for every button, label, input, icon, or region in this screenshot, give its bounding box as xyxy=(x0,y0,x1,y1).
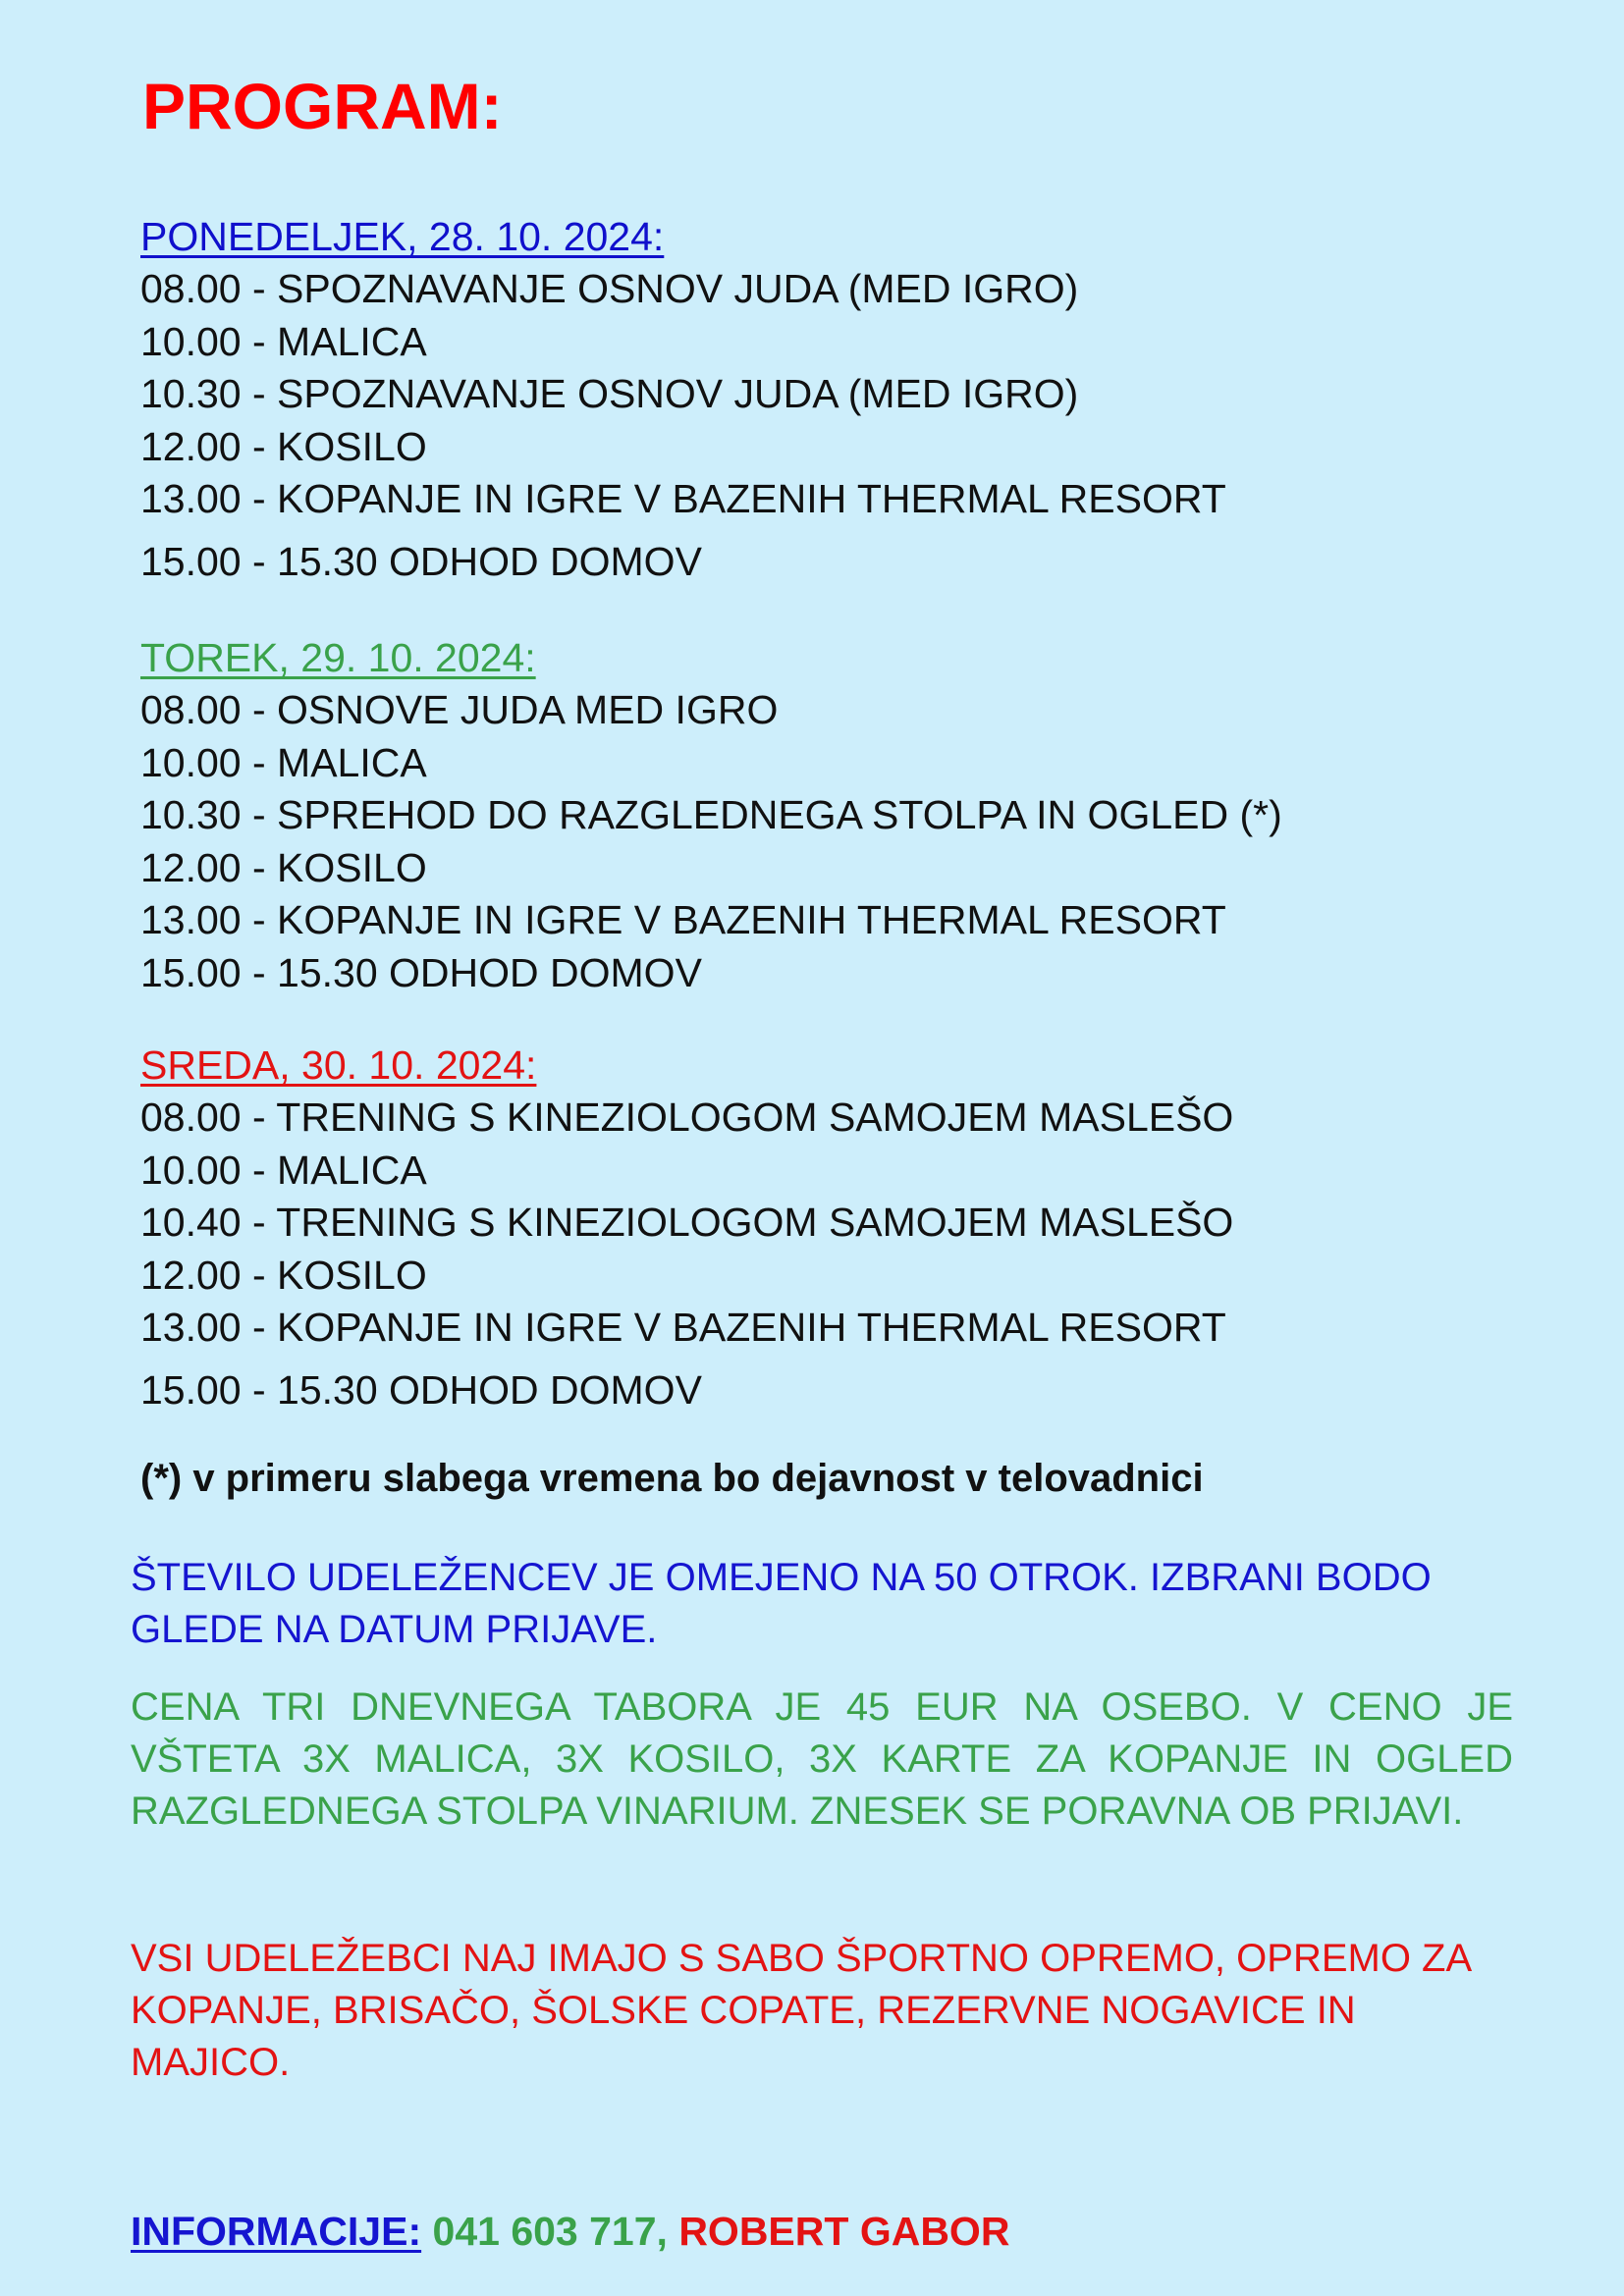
schedule-entry: 15.00 - 15.30 ODHOD DOMOV xyxy=(140,949,702,995)
schedule-entry: 13.00 - KOPANJE IN IGRE V BAZENIH THERMAL RESORT xyxy=(140,476,1226,521)
contact-name: ROBERT GABOR xyxy=(678,2209,1010,2254)
contact-line xyxy=(131,2209,1009,2255)
day-block-monday xyxy=(140,210,1226,588)
schedule-entry: 10.00 - MALICA xyxy=(140,1147,427,1193)
schedule-entry: 10.30 - SPREHOD DO RAZGLEDNEGA STOLPA IN OGLED (*) xyxy=(140,792,1282,837)
contact-label: INFORMACIJE: xyxy=(131,2209,422,2254)
schedule-entry: 10.30 - SPOZNAVANJE OSNOV JUDA (MED IGRO) xyxy=(140,371,1079,416)
schedule-entry: 08.00 - TRENING S KINEZIOLOGOM SAMOJEM MASLEŠO xyxy=(140,1095,1234,1140)
day-heading: PONEDELJEK, 28. 10. 2024: xyxy=(140,214,665,259)
day-heading: TOREK, 29. 10. 2024: xyxy=(140,635,536,680)
price-notice: CENA TRI DNEVNEGA TABORA JE 45 EUR NA OSEBO. V CENO JE VŠTETA 3X MALICA, 3X KOSILO, 3X KARTE ZA KOPANJE IN OGLED RAZGLEDNEGA STOLPA VINARIUM. ZNESEK SE PORAVNA OB PRIJAVI. xyxy=(131,1685,1513,1833)
schedule-entry: 10.40 - TRENING S KINEZIOLOGOM SAMOJEM MASLEŠO xyxy=(140,1200,1234,1245)
schedule-entry: 08.00 - SPOZNAVANJE OSNOV JUDA (MED IGRO) xyxy=(140,266,1079,311)
schedule-entry: 12.00 - KOSILO xyxy=(140,1252,427,1298)
contact-phone: 041 603 717, xyxy=(432,2209,668,2254)
day-heading: SREDA, 30. 10. 2024: xyxy=(140,1042,537,1088)
schedule-entry: 10.00 - MALICA xyxy=(140,739,427,785)
page-title: PROGRAM: xyxy=(142,70,503,142)
schedule-entry: 12.00 - KOSILO xyxy=(140,423,427,469)
footnote: (*) v primeru slabega vremena bo dejavnost v telovadnici xyxy=(140,1457,1204,1500)
schedule-entry: 15.00 - 15.30 ODHOD DOMOV xyxy=(140,1366,702,1413)
schedule-entry: 13.00 - KOPANJE IN IGRE V BAZENIH THERMAL RESORT xyxy=(140,1305,1226,1350)
equipment-notice: VSI UDELEŽEBCI NAJ IMAJO S SABO ŠPORTNO OPREMO, OPREMO ZA KOPANJE, BRISAČO, ŠOLSKE COPATE, REZERVNE NOGAVICE IN MAJICO. xyxy=(131,1937,1470,2084)
schedule-entry: 15.00 - 15.30 ODHOD DOMOV xyxy=(140,538,702,584)
schedule-entry: 12.00 - KOSILO xyxy=(140,844,427,890)
day-block-wednesday xyxy=(140,1039,1233,1416)
participants-notice: ŠTEVILO UDELEŽENCEV JE OMEJENO NA 50 OTROK. IZBRANI BODO GLEDE NA DATUM PRIJAVE. xyxy=(131,1556,1432,1651)
schedule-entry: 08.00 - OSNOVE JUDA MED IGRO xyxy=(140,687,779,732)
schedule-entry: 13.00 - KOPANJE IN IGRE V BAZENIH THERMAL RESORT xyxy=(140,897,1226,942)
schedule-entry: 10.00 - MALICA xyxy=(140,318,427,364)
day-block-tuesday xyxy=(140,631,1282,999)
